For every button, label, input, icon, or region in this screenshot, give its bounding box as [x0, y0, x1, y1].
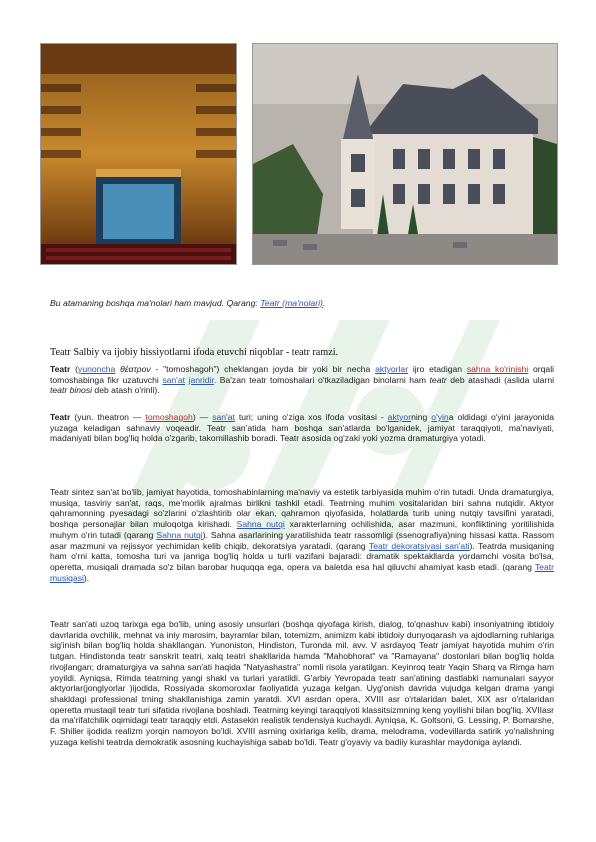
note-end: .: [322, 298, 326, 308]
p4-text: Teatr san'ati uzoq tarixga ega bo'lib, uning asosiy unsurlari (boshqa qiyofaga kirish, dialog, to'qnashuv kabi) insoniyatning ibtidoiy davrlarida ovchilik, mehnat va iniy marosim, bayramlar bilan, totemizm, animizm kabi ibtidoiy dunyoqarash va ajdodlarning ruhlariga sig'inish bilan bog'liq holda shakllangan. Yunoniston, Hindiston, Turonda mil. avv. V asrdayoq Teatr jamiyat hayotida muhim o'rin tutgan. Hindistonda teatr sanskrit teatri, xalq teatri shakllarida hamda "Mahobhorat" va "Ramayana" dostonlari bilan bog'liq holda rivojlangan; dramaturgiya va sahna san'ati haqida "Natyashastra" nomli risola yaratilgan. Keyinroq teatr Yaqin Sharq va Rimga ham yoyildi. Ayniqsa, Rimda teatrning yangi shakl va turlari yaratildi. G'arbiy Yevropada teatr san'atining dastlabki namunalari sayyor aktyorlar(jonglyorlar )ijodida, Rossiyada skomoroxlar faoliyatida yuzaga kelgan. Uyg'onish davrida vujudga kelgan drama yangi shakldagi professional trning shakllanishiga zamin yaratdi. XVI asrdan opera, XVIII asr o'rtalaridan balet, XIX asr o'rtalaridan operetta mustaqil teatr turi sifatida rivojlana boshladi. Teatrning keyingi taraqqiyoti klassitsizmning keng yoyilishi bilan bog'liq. XVIIasr da ma'rifatchilik oqimidagi teatr taraqqiy etdi. Astasekin realistik tendensiya kuchaydi. Ayniqsa, K. Goltsoni, G. Lessing, P. Bomarshe, F. Shiller ijodida realizm yorqin namoyon bo'ldi. XVIII asrning oxirlariga kelib, drama, melodrama, vodevillarda satirik yo'nalishning yuzaga kelishi teatrda demokratik asosning kuchayishiga sabab bo'ldi. Teatr g'oyaviy va badiiy kurashlar maydoniga aylandi.: [50, 619, 554, 747]
paragraph-intro: [50, 364, 554, 396]
p1-italic: teatr: [429, 374, 447, 385]
p2-text: turi; uning o'ziga xos ifoda vositasi -: [234, 412, 388, 422]
note-text: Bu atamaning boshqa ma'nolari ham mavjud. Qarang:: [50, 298, 261, 308]
link-sahna-korinishi[interactable]: sahna ko'rinishi: [466, 364, 529, 374]
link-tomoshagoh[interactable]: tomoshagoh: [145, 412, 193, 422]
p3-text: ).: [83, 572, 90, 583]
link-teatr-dekoratsiyasi[interactable]: Teatr dekoratsiyasi san'ati: [368, 540, 470, 551]
p2-text: ) —: [192, 412, 213, 422]
p2-text: a oldidagi o'yini jarayonida yuzaga keladigan sahnaviy voqeadir. Teatr san'atida ham boshqa san'atlarda bo'lganidek, jamiyat taraqqiyoti, ma'naviyati, madaniyati bilan bog'liq holda o'zgarib, takomillashib boradi. Teatr asosida og'zaki yoki yozma dramaturgiya yotadi.: [50, 412, 554, 444]
p1-italic: teatr binosi: [50, 385, 93, 396]
term-teatr: Teatr: [50, 412, 71, 422]
disambiguation-note: [50, 298, 554, 309]
p1-text: (: [70, 364, 79, 374]
p1-text: deb atash o'rinli).: [92, 385, 160, 396]
paragraph-history: [50, 619, 554, 747]
p3-text: Teatr sintez san'at bo'lib, jamiyat hayotida, tomoshabinlarning ma'naviy va estetik tarbiyasida muhim o'rin tutadi. Unda dramaturgiya, musiqa, tasviriy san'at, raqs, me'morlik ajralmas birlikni tashkil etadi. Teatrning muhim vositalaridan biri sahna nutqidir. Aktyor qahramonning pyesadagi so'zlarini o'zlashtirib olar ekan, qahramon qiyofasida, holatlarda turib uning nutqiy tavsifini yaratadi, boshqa personajlar bilan muloqotga kirishadi.: [50, 487, 554, 530]
link-aktyor[interactable]: aktyor: [387, 412, 412, 422]
p1-text: deb atashadi (aslida ularni: [446, 374, 555, 385]
theatre-interior-photo: [40, 43, 237, 265]
p2-text: (yun. theatron —: [70, 412, 146, 422]
link-aktyorlar[interactable]: aktyorlar: [375, 364, 409, 374]
section-heading: Teatr Salbiy va ijobiy hissiyotlarni ifoda etuvchi niqoblar - teatr ramzi.: [50, 347, 339, 358]
paragraph-synthesis: [50, 487, 554, 583]
p3-text: ). Teatrda musiqaning ham o'rni katta, tomosha turi va janriga bog'liq holda u turli vazifani bajaradi: dramatik spektakllarda yordamchi vosita bo'lsa, operetta, musiqali dramada so'z bilan barobar huquqqa ega, opera va baletda esa hal qiluvchi ahamiyat kasb etadi. (qarang: [50, 540, 555, 572]
link-oyin[interactable]: o'yin: [431, 412, 449, 422]
link-yunoncha[interactable]: yunoncha: [78, 364, 116, 374]
link-sanat[interactable]: san'at: [212, 412, 235, 422]
disambiguation-link[interactable]: Teatr (ma'nolari): [260, 298, 323, 308]
p1-text: orqali tomoshabinga fikr uzatuvchi: [50, 364, 555, 385]
p1-text: - "tomoshagoh") cheklangan joyda bir yoki bir necha: [150, 364, 376, 374]
p2-text: ning: [411, 412, 432, 422]
term-teatr: Teatr: [50, 364, 71, 374]
link-sanat[interactable]: san'at: [162, 374, 185, 385]
p3-text: ). Sahna asarlarining yaratilishida teatr rassomligi (ssenografiya)ning hissasi katta. Rassom asar mazmuni va rejissyor yechimidan kelib chiqib, dekoratsiya yaratadi. (qarang: [50, 529, 554, 551]
link-janridir[interactable]: janridir: [188, 374, 214, 385]
p3-text: xarakterlarning ochilishida, asar mazmuni, konfliktining yoritilishida muhym o'rin tutadi (qarang: [50, 519, 555, 540]
link-sahna-nutqi[interactable]: Sahna nutqi: [236, 519, 285, 530]
link-teatr-musiqasi[interactable]: Teatr musiqasi: [50, 561, 554, 583]
p1-text: ijro etadigan: [408, 364, 467, 374]
paragraph-definition: [50, 412, 554, 444]
link-sahna-nutqi[interactable]: Sahna nutqi: [156, 529, 203, 540]
p1-text: . Ba'zan teatr tomoshalari o'tkaziladigan binolarni ham: [213, 374, 430, 385]
theatre-exterior-photo: [252, 43, 558, 265]
greek-word: θέατρον: [120, 364, 151, 374]
